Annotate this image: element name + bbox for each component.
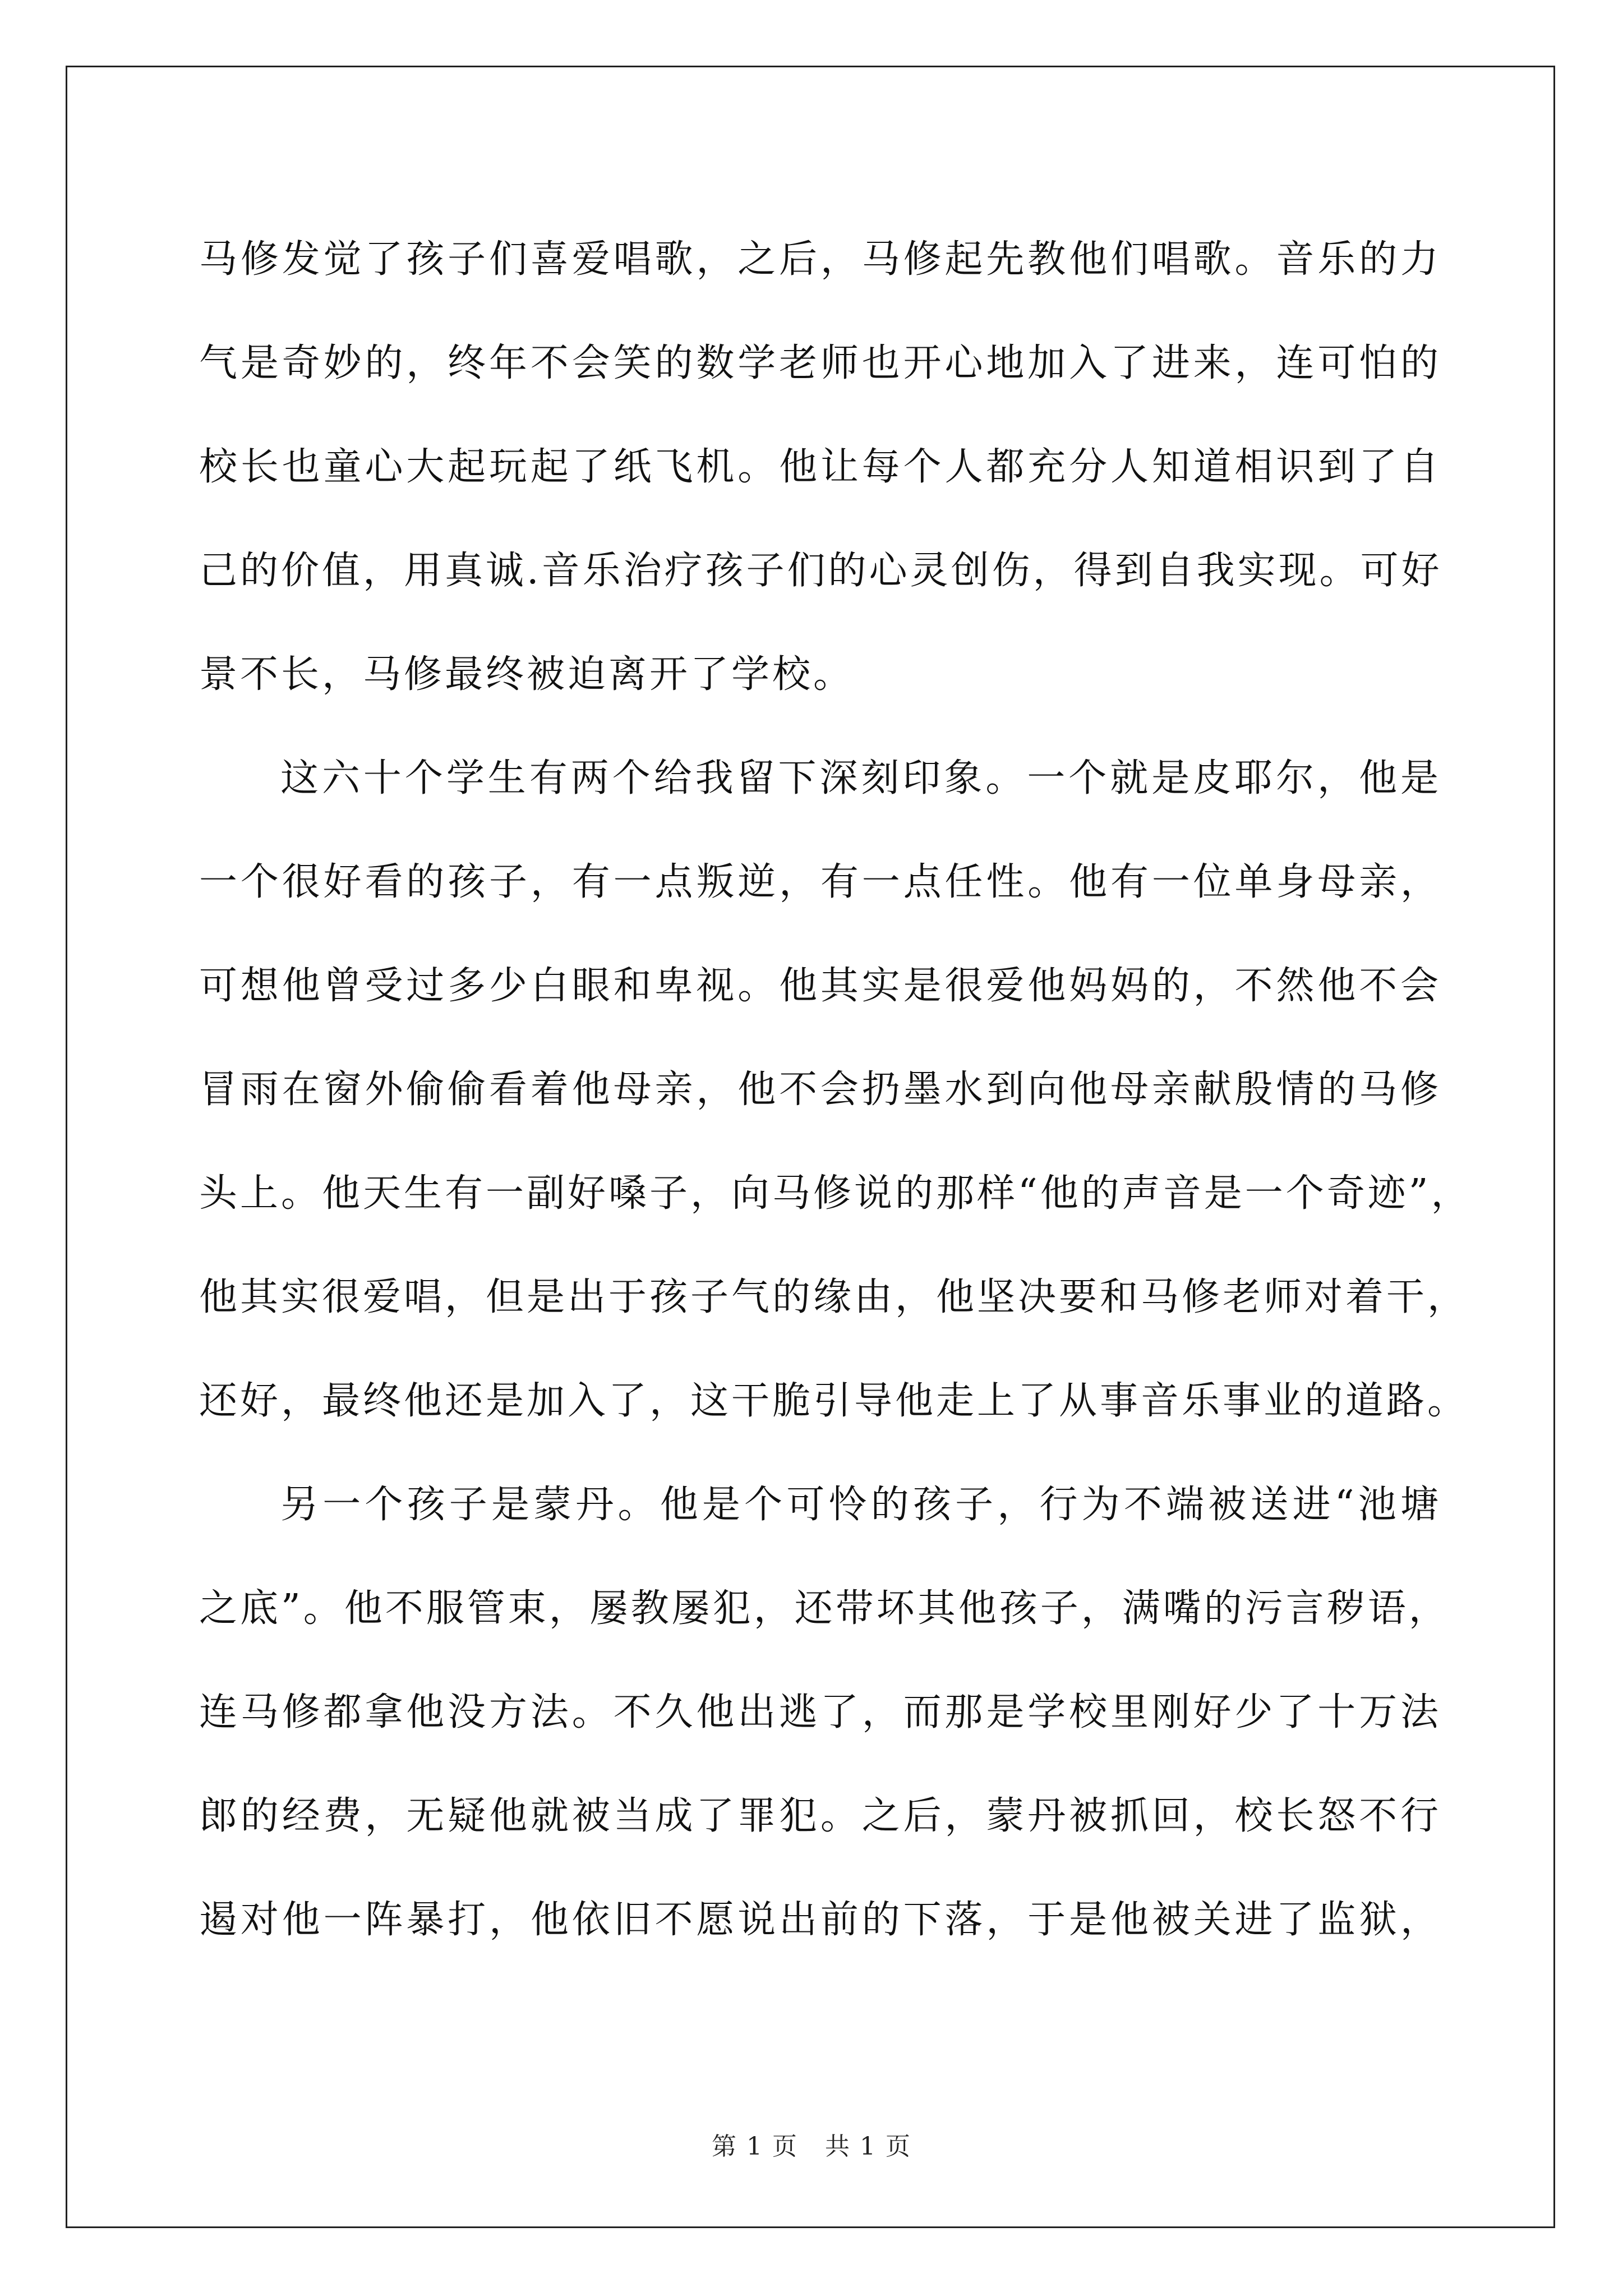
- text-line: 冒雨在窗外偷偷看着他母亲，他不会扔墨水到向他母亲献殷情的马修: [199, 1068, 1441, 1112]
- text-line: 之底”。他不服管束，屡教屡犯，还带坏其他孩子，满嘴的污言秽语，: [199, 1586, 1450, 1631]
- page-footer: [0, 2126, 1623, 2162]
- text-line: 己的价值，用真诚.音乐治疗孩子们的心灵创伤，得到自我实现。可好: [199, 549, 1442, 593]
- text-line: 马修发觉了孩子们喜爱唱歌，之后，马修起先教他们唱歌。音乐的力: [199, 237, 1441, 282]
- text-line: 一个很好看的孩子，有一点叛逆，有一点任性。他有一位单身母亲，: [199, 860, 1441, 904]
- text-line: 郎的经费，无疑他就被当成了罪犯。之后，蒙丹被抓回，校长怒不行: [199, 1794, 1441, 1838]
- paragraph-first-line: 这六十个学生有两个给我留下深刻印象。一个就是皮耶尔，他是: [280, 756, 1441, 800]
- text-line: 景不长，马修最终被迫离开了学校。: [199, 652, 855, 697]
- page-total: 共 1 页: [825, 2132, 911, 2161]
- text-line: 头上。他天生有一副好嗓子，向马修说的那样“他的声音是一个奇迹”，: [199, 1171, 1472, 1216]
- text-line: 气是奇妙的，终年不会笑的数学老师也开心地加入了进来，连可怕的: [199, 341, 1441, 385]
- text-line: 还好，最终他还是加入了，这干脆引导他走上了从事音乐事业的道路。: [199, 1379, 1469, 1423]
- text-line: 可想他曾受过多少白眼和卑视。他其实是很爱他妈妈的，不然他不会: [199, 964, 1441, 1008]
- text-line: 连马修都拿他没方法。不久他出逃了，而那是学校里刚好少了十万法: [199, 1690, 1441, 1734]
- document-body: [199, 208, 1472, 1972]
- text-line: 他其实很爱唱，但是出于孩子气的缘由，他坚决要和马修老师对着干，: [199, 1275, 1469, 1319]
- paragraph-first-line: 另一个孩子是蒙丹。他是个可怜的孩子，行为不端被送进“池塘: [280, 1483, 1441, 1527]
- text-line: 校长也童心大起玩起了纸飞机。他让每个人都充分人知道相识到了自: [199, 445, 1441, 489]
- page-number: 第 1 页: [712, 2132, 798, 2161]
- text-line: 遏对他一阵暴打，他依旧不愿说出前的下落，于是他被关进了监狱，: [199, 1898, 1441, 1942]
